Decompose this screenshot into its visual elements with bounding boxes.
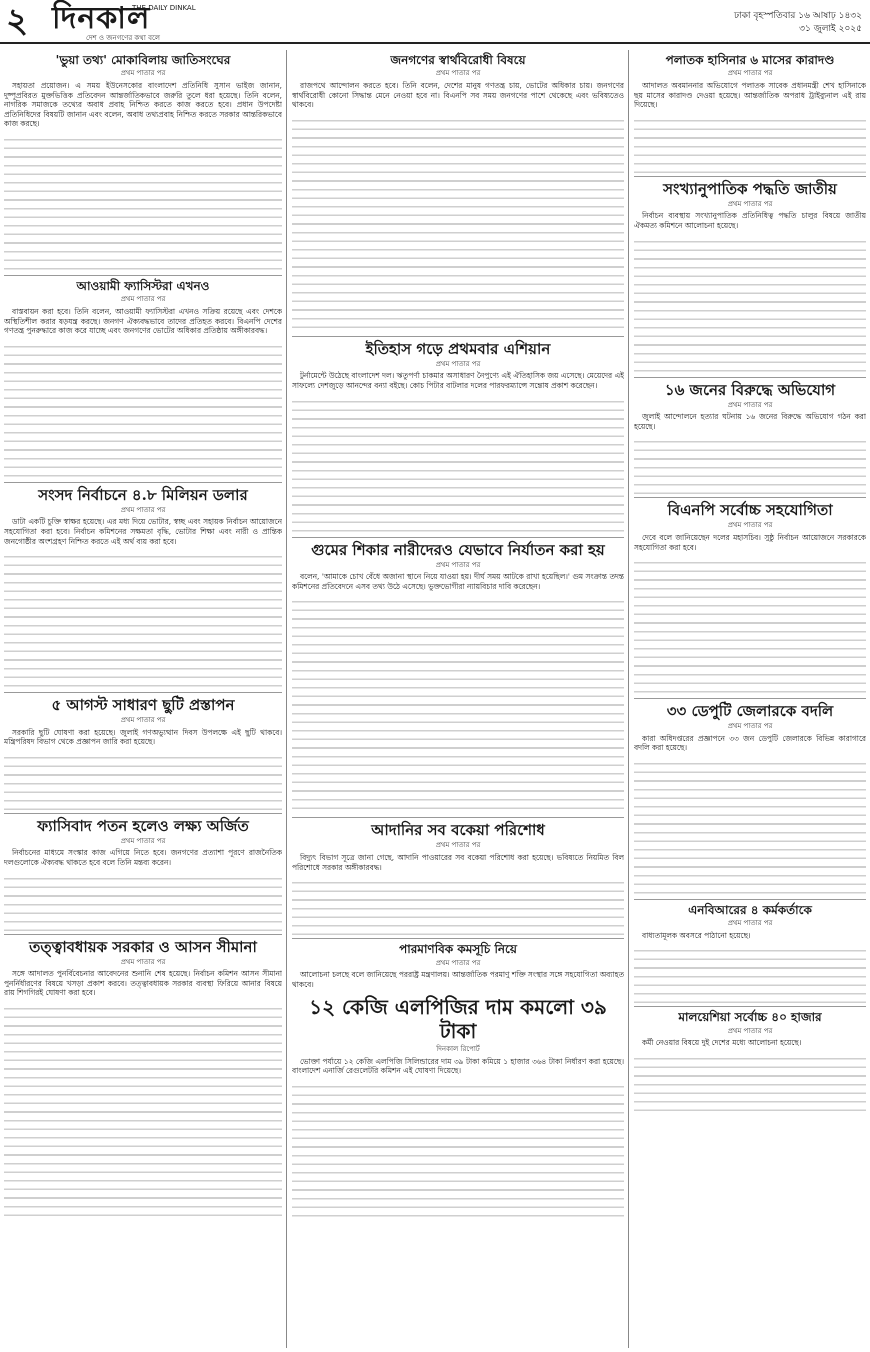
story-headline: গুমের শিকার নারীদেরও যেভাবে নির্যাতন করা হয় — [311, 540, 605, 559]
date-bengali: ঢাকা বৃহস্পতিবার ১৬ আষাঢ় ১৪৩২ — [733, 11, 862, 21]
story-headline: 'ভুয়া তথ্য' মোকাবিলায় জাতিসংঘের — [55, 53, 231, 67]
story-headline: ১৬ জনের বিরুদ্ধে অভিযোগ — [664, 380, 836, 399]
story-headline: আওয়ামী ফ্যাসিস্টরা এখনও — [76, 278, 210, 293]
body-text-lines — [292, 113, 624, 333]
news-story — [4, 279, 282, 483]
story-headline: বিএনপি সর্বোচ্চ সহযোগিতা — [667, 501, 833, 520]
story-headline: ফ্যাসিবাদ পতন হলেও লক্ষ্য অর্জিত — [37, 816, 249, 835]
body-text-lines — [292, 394, 624, 534]
story-byline: প্রথম পাতার পর — [727, 1026, 773, 1035]
story-body: নির্বাচন ব্যবস্থায় সংখ্যানুপাতিক প্রতিনিধিত্ব পদ্ধতি চালুর বিষয়ে জাতীয় ঐকমত্য কমিশনে আলোচনা হয়েছে। — [634, 211, 866, 230]
body-text-lines — [634, 113, 866, 173]
body-text-lines — [634, 234, 866, 374]
story-byline: প্রথম পাতার পর — [435, 69, 481, 78]
story-body: ডাটা একটি চুক্তি স্বাক্ষর হয়েছে। এর মধ্য দিয়ে ভোটার, স্বচ্ছ এবং সহায়ক নির্বাচন আয়োজনে সহযোগিতা করা হবে। নির্বাচন কমিশনের সক্ষমতা বৃদ্ধি, ভোটার শিক্ষা এবং নারী ও প্রান্তিক জনগোষ্ঠীর অংশগ্রহণ নিশ্চিত করতে এই অর্থ ব্যয় করা হবে। — [4, 517, 282, 546]
news-story — [634, 180, 866, 378]
story-body: আলোচনা চলছে বলে জানিয়েছে পররাষ্ট্র মন্ত্রণালয়। আন্তর্জাতিক পরমাণু শক্তি সংস্থার সঙ্গে সহযোগিতা অব্যাহত থাকবে। — [292, 970, 624, 989]
news-story — [634, 53, 866, 177]
body-text-lines — [292, 594, 624, 814]
story-headline: সংসদ নির্বাচনে ৪.৮ মিলিয়ন ডলার — [38, 485, 248, 504]
body-text-lines — [4, 339, 282, 479]
news-story — [634, 702, 866, 900]
story-byline: প্রথম পাতার পর — [727, 69, 773, 78]
story-body: আদালত অবমাননার অভিযোগে পলাতক সাবেক প্রধানমন্ত্রী শেখ হাসিনাকে ছয় মাসের কারাদণ্ড দেওয়া হয়েছে। আন্তর্জাতিক অপরাধ ট্রাইব্যুনাল এই রায় দিয়েছে। — [634, 80, 866, 110]
news-story — [292, 821, 624, 939]
column-divider — [286, 50, 287, 1348]
body-text-lines — [292, 1079, 624, 1219]
story-byline: প্রথম পাতার পর — [727, 919, 773, 928]
date-english: ৩১ জুলাই ২০২৫ — [799, 24, 862, 34]
column-divider — [628, 50, 629, 1348]
page-number: ২ — [6, 1, 29, 41]
news-story — [634, 1010, 866, 1114]
story-byline: প্রথম পাতার পর — [727, 722, 773, 731]
story-byline: প্রথম পাতার পর — [727, 199, 773, 208]
body-text-lines — [634, 943, 866, 1003]
column-center — [292, 50, 624, 1348]
news-story — [4, 53, 282, 276]
news-story — [634, 903, 866, 1008]
story-headline: তত্ত্বাবধায়ক সরকার ও আসন সীমানা — [29, 937, 257, 956]
story-byline: প্রথম পাতার পর — [727, 400, 773, 409]
column-left — [4, 50, 282, 1348]
body-text-lines — [292, 875, 624, 935]
news-story — [292, 541, 624, 819]
newspaper-english-name: THE DAILY DINKAL — [132, 4, 196, 12]
body-text-lines — [634, 1051, 866, 1111]
news-story — [4, 938, 282, 1224]
story-body: বাস্তবায়ন করা হবে। তিনি বলেন, আওয়ামী ফ্যাসিস্টরা এখনও সক্রিয় রয়েছে এবং দেশকে অস্থিতিশীল করার ষড়যন্ত্র করছে। জনগণ ঐক্যবদ্ধভাবে তাদের প্রতিহত করবে। বিএনপি দেশের গণতন্ত্র পুনরুদ্ধারে কাজ করে যাচ্ছে এবং জনগণের ভোটের অধিকার প্রতিষ্ঠায় অঙ্গীকারবদ্ধ। — [4, 306, 282, 336]
story-byline: প্রথম পাতার পর — [120, 836, 166, 845]
story-byline: প্রথম পাতার পর — [727, 521, 773, 530]
story-headline: জনগণের স্বার্থবিরোধী বিষয়ে — [390, 53, 526, 67]
story-body: নির্বাচনের মাধ্যমে সংস্কার কাজ এগিয়ে নিতে হবে। জনগণের প্রত্যাশা পূরণে রাজনৈতিক দলগুলোকে ঐক্যবদ্ধ থাকতে হবে বলে তিনি মন্তব্য করেন। — [4, 848, 282, 868]
news-story — [634, 501, 866, 699]
body-text-lines — [4, 132, 282, 272]
news-story — [4, 817, 282, 935]
story-headline: মালয়েশিয়া সর্বোচ্চ ৪০ হাজার — [678, 1010, 822, 1025]
newspaper-tagline: দেশ ও জনগণের কথা বলে — [86, 34, 161, 42]
body-text-lines — [4, 750, 282, 810]
story-byline: প্রথম পাতার পর — [120, 69, 166, 78]
story-body: রাজপথে আন্দোলন করতে হবে। তিনি বলেন, দেশের মানুষ গণতন্ত্র চায়, ভোটের অধিকার চায়। জনগণের স্বার্থবিরোধী কোনো সিদ্ধান্ত মেনে নেওয়া হবে না। বিএনপি সব সময় জনগণের পাশে থেকেছে এবং ভবিষ্যতেও থাকবে। — [292, 80, 624, 110]
story-headline: ৩৩ ডেপুটি জেলারকে বদলি — [666, 702, 834, 721]
story-byline: প্রথম পাতার পর — [120, 957, 166, 966]
dateline — [734, 10, 862, 36]
feature-byline: দিনকাল রিপোর্ট — [436, 1045, 480, 1054]
story-body: কারা অধিদপ্তরের প্রজ্ঞাপনে ৩৩ জন ডেপুটি জেলারকে বিভিন্ন কারাগারে বদলি করা হয়েছে। — [634, 733, 866, 753]
news-story — [292, 942, 624, 1222]
story-byline: প্রথম পাতার পর — [435, 958, 481, 967]
news-story — [292, 53, 624, 337]
news-story — [634, 381, 866, 499]
story-headline: ৫ আগস্ট সাধারণ ছুটি প্রস্তাপন — [51, 696, 235, 715]
body-text-lines — [4, 871, 282, 931]
story-headline: পারমাণবিক কমসূচি নিয়ে — [399, 942, 517, 957]
story-body: বাধ্যতামূলক অবসরে পাঠানো হয়েছে। — [642, 930, 751, 940]
story-body: সঙ্গে আদালত পুনর্বিবেচনার আবেদনের শুনানি শেষ হয়েছে। নির্বাচন কমিশন আসন সীমানা পুনর্নির্ধারণের বিষয়ে খসড়া প্রকাশ করবে। তত্ত্বাবধায়ক সরকার ব্যবস্থা ফিরিয়ে আনার বিষয়ে রায় শিগগিরই ঘোষণা করা হবে। — [4, 969, 282, 998]
story-byline: প্রথম পাতার পর — [435, 560, 481, 569]
story-headline: আদানির সব বকেয়া পরিশোধ — [371, 821, 545, 840]
story-byline: প্রথম পাতার পর — [120, 716, 166, 725]
story-body: সহায়তা প্রয়োজন। এ সময় ইউনেসকোর বাংলাদেশ প্রতিনিধি সুসান ভাইজ জানান, দুষ্পূপ্রবিরত মুক্তভিত্তিক প্রতিবেদন আন্তর্জাতিকভাবে জরুরি তুলে ধরা হয়েছে। তিনি বলেন, নাগরিক সমাজকে তথ্যের অবাধ প্রবাহ নিশ্চিত করতে কাজ করতে হবে। প্রধান উপদেষ্টা প্রতিনিধিদের বিষয়টি জানান এবং বলেন, অবাধ তথ্যপ্রবাহ নিশ্চিত করতে সরকার আন্তরিকভাবে কাজ করছে। — [4, 80, 282, 129]
body-text-lines — [4, 549, 282, 689]
body-text-lines — [4, 1001, 282, 1221]
news-story — [4, 486, 282, 693]
news-story — [292, 340, 624, 538]
body-text-lines — [634, 434, 866, 494]
story-headline: ইতিহাস গড়ে প্রথমবার এশিয়ান — [365, 339, 551, 358]
story-byline: প্রথম পাতার পর — [435, 841, 481, 850]
column-right — [634, 50, 866, 1348]
story-headline: পলাতক হাসিনার ৬ মাসের কারাদণ্ড — [665, 53, 835, 67]
feature-headline: ১২ কেজি এলপিজির দাম কমলো ৩৯ টাকা — [309, 995, 607, 1044]
feature-body: ভোক্তা পর্যায়ে ১২ কেজি এলপিজি সিলিন্ডারের দাম ৩৯ টাকা কমিয়ে ১ হাজার ৩৬৪ টাকা নির্ধারণ করা হয়েছে। বাংলাদেশ এনার্জি রেগুলেটরি কমিশন এই ঘোষণা দিয়েছে। — [292, 1056, 624, 1076]
story-headline: সংখ্যানুপাতিক পদ্ধতি জাতীয় — [663, 179, 837, 198]
story-body: কর্মী নেওয়ার বিষয়ে দুই দেশের মধ্যে আলোচনা হয়েছে। — [642, 1038, 802, 1048]
body-text-lines — [634, 555, 866, 695]
story-byline: প্রথম পাতার পর — [120, 505, 166, 514]
body-text-lines — [634, 756, 866, 896]
masthead — [0, 0, 870, 44]
news-story — [4, 696, 282, 814]
story-body: টুর্নামেন্টে উঠেছে বাংলাদেশ দল। ঋতুপর্ণা চাকমার অসাধারণ নৈপুণ্যে এই ঐতিহাসিক জয় এসেছে। মেয়েদের এই সাফল্যে দেশজুড়ে আনন্দের বন্যা বইছে। কোচ পিটার বাটলার দলের পারফরম্যান্সে সন্তোষ প্রকাশ করেছেন। — [292, 371, 624, 390]
story-body: বিদ্যুৎ বিভাগ সূত্রে জানা গেছে, আদানি পাওয়ারের সব বকেয়া পরিশোধ করা হয়েছে। ভবিষ্যতে নিয়মিত বিল পরিশোধে সরকার অঙ্গীকারবদ্ধ। — [292, 852, 624, 872]
story-headline: এনবিআরের ৪ কর্মকর্তাকে — [688, 902, 812, 917]
story-body: জুলাই আন্দোলনে হত্যার ঘটনায় ১৬ জনের বিরুদ্ধে অভিযোগ গঠন করা হয়েছে। — [634, 412, 866, 431]
story-body: বলেন, 'আমাকে চোখ বেঁধে অজানা স্থানে নিয়ে যাওয়া হয়। দীর্ঘ সময় আটকে রাখা হয়েছিল।' গুম সংক্রান্ত তদন্ত কমিশনের প্রতিবেদনে এসব তথ্য উঠে এসেছে। ভুক্তভোগীরা ন্যায়বিচার দাবি করেছেন। — [292, 572, 624, 591]
story-byline: প্রথম পাতার পর — [120, 295, 166, 304]
story-body: সরকারি ছুটি ঘোষণা করা হয়েছে। জুলাই গণঅভ্যুত্থান দিবস উপলক্ষে এই ছুটি থাকবে। মন্ত্রিপরিষদ বিভাগ থেকে প্রজ্ঞাপন জারি করা হয়েছে। — [4, 727, 282, 747]
story-byline: প্রথম পাতার পর — [435, 359, 481, 368]
newspaper-name: দিনকাল — [52, 1, 151, 36]
story-body: দেবে বলে জানিয়েছেন দলের মহাসচিব। সুষ্ঠু নির্বাচন আয়োজনে সরকারকে সহযোগিতা করা হবে। — [634, 532, 866, 552]
